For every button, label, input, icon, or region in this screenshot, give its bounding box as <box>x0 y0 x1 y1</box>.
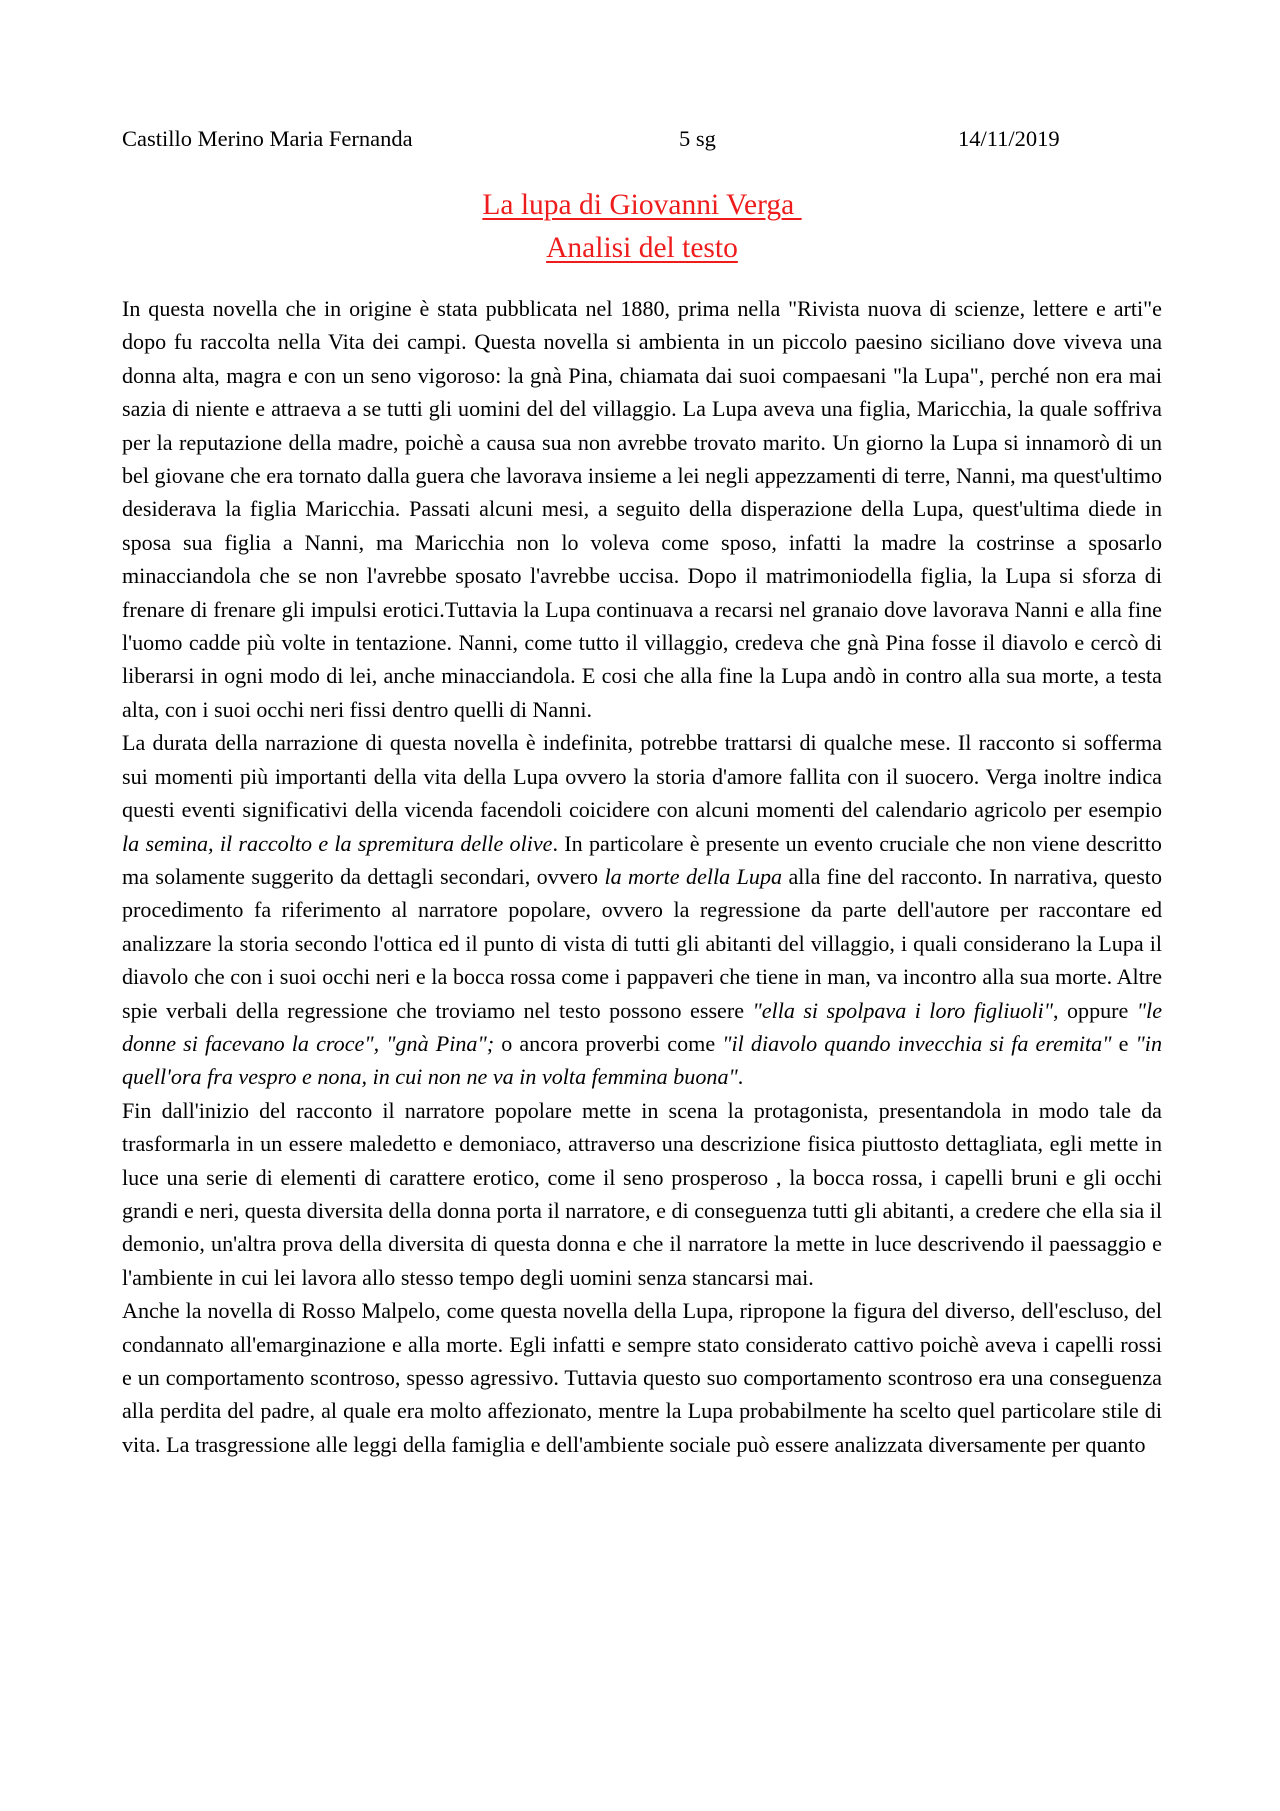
italic-quote: la semina, il raccolto e la spremitura delle olive <box>122 830 553 856</box>
title-block <box>122 184 1162 270</box>
text-segment: In questa novella che in origine è stata pubblicata nel 1880, prima nella "Rivista nuova di scienze, lettere e arti"e dopo fu raccolta nella Vita dei campi. Questa novella si ambienta in un piccolo paesino siciliano dove viveva una donna alta, magra e con un seno vigoroso: la gnà Pina, chiamata dai suoi compaesani "la Lupa", perché non era mai sazia di niente e attraeva a se tutti gli uomini del del villaggio. La Lupa aveva una figlia, Maricchia, la quale soffriva per la reputazione della madre, poichè a causa sua non avrebbe trovato marito. Un giorno la Lupa si innamorò di un bel giovane che era tornato dalla guera che lavorava insieme a lei negli appezzamenti di terre, Nanni, ma quest'ultimo desiderava la figlia Maricchia. Passati alcuni mesi, a seguito della disperazione della Lupa, quest'ultima diede in sposa sua figlia a Nanni, ma Maricchia non lo voleva come sposo, infatti la madre la costrinse a sposarlo minacciandola che se non l'avrebbe sposato l'avrebbe uccisa. Dopo il matrimoniodella figlia, la Lupa si sforza di frenare di frenare gli impulsi erotici.Tuttavia la Lupa continuava a recarsi nel granaio dove lavorava Nanni e alla fine l'uomo cadde più volte in tentazione. Nanni, come tutto il villaggio, credeva che gnà Pina fosse il diavolo e cercò di liberarsi in ogni modo di lei, anche minacciandola. E cosi che alla fine la Lupa andò in contro alla sua morte, a testa alta, con i suoi occhi neri fissi dentro quelli di Nanni. <box>122 296 1162 722</box>
text-segment: Anche la novella di Rosso Malpelo, come questa novella della Lupa, ripropone la figura del diverso, dell'escluso, del condannato all'emarginazione e alla morte. Egli infatti e sempre stato considerato cattivo poichè aveva i capelli rossi e un comportamento scontroso, spesso agressivo. Tuttavia questo suo comportamento scontroso era una conseguenza alla perdita del padre, al quale era molto affezionato, mentre la Lupa probabilmente ha scelto quel particolare stile di vita. La trasgressione alle leggi della famiglia e dell'ambiente sociale può essere analizzata diversamente per quanto <box>122 1298 1162 1457</box>
document-header <box>122 121 1162 157</box>
italic-quote: "ella si spolpava i loro figliuoli" <box>752 997 1054 1023</box>
paragraph <box>122 1294 1162 1461</box>
text-segment: La durata della narrazione di questa novella è indefinita, potrebbe trattarsi di qualche mese. Il racconto si sofferma sui momenti più importanti della vita della Lupa ovvero la storia d'amore fallita con il suocero. Verga inoltre indica questi eventi significativi della vicenda facendoli coicidere con alcuni momenti del calendario agricolo per esempio <box>122 730 1162 823</box>
author-name: Castillo Merino Maria Fernanda <box>122 126 413 151</box>
italic-quote: la morte della Lupa <box>604 863 783 889</box>
italic-quote: "il diavolo quando invecchia si fa eremita" <box>722 1030 1112 1056</box>
text-segment: . <box>737 1064 744 1090</box>
text-segment: o ancora proverbi come <box>494 1030 723 1056</box>
document-date: 14/11/2019 <box>958 126 1060 151</box>
italic-quote: "le donne si facevano la croce", "gnà Pina"; <box>122 997 1163 1056</box>
document-subtitle: Analisi del testo <box>546 232 738 264</box>
italic-quote: "in quell'ora fra vespro e nona, in cui non ne va in volta femmina buona" <box>122 1030 1162 1090</box>
text-segment: , oppure <box>1053 997 1137 1023</box>
paragraph <box>122 1094 1162 1294</box>
document-body <box>122 292 1162 1461</box>
text-segment: Fin dall'inizio del racconto il narratore popolare mette in scena la protagonista, presentandola in modo tale da trasformarla in un essere maledetto e demoniaco, attraverso una descrizione fisica piuttosto dettagliata, egli mette in luce una serie di elementi di carattere erotico, come il seno prosperoso , la bocca rossa, i capelli bruni e gli occhi grandi e neri, questa diversita della donna porta il narratore, e di conseguenza tutti gli abitanti, a credere che ella sia il demonio, un'altra prova della diversita di questa donna e che il narratore la mette in luce descrivendo il paessaggio e l'ambiente in cui lei lavora allo stesso tempo degli uomini senza stancarsi mai. <box>122 1097 1162 1290</box>
paragraph <box>122 726 1162 1093</box>
text-segment: . In particolare è presente un evento cruciale che non viene descritto ma solamente suggerito da dettagli secondari, ovvero <box>122 830 1162 889</box>
document-title: La lupa di Giovanni Verga <box>482 189 802 221</box>
text-segment: alla fine del racconto. In narrativa, questo procedimento fa riferimento al narratore popolare, ovvero la regressione da parte dell'autore per raccontare ed analizzare la storia secondo l'ottica ed il punto di vista di tutti gli abitanti del villaggio, i quali considerano la Lupa il diavolo che con i suoi occhi neri e la bocca rossa come i pappaveri che tiene in man, va incontro alla sua morte. Altre spie verbali della regressione che troviamo nel testo possono essere <box>122 863 1162 1023</box>
text-segment: e <box>1111 1030 1136 1056</box>
paragraph <box>122 292 1162 726</box>
class-label: 5 sg <box>679 126 716 151</box>
